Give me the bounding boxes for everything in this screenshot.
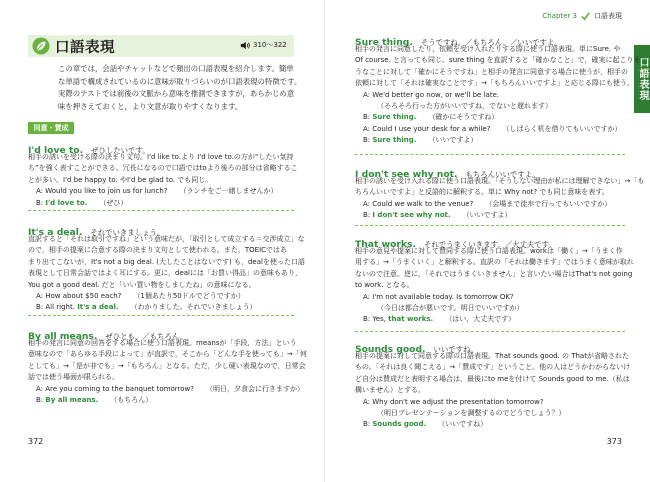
- entry-divider: [355, 331, 625, 333]
- example-translation: （明日プレゼンテーションを調整するのでどうでしょう？）: [377, 409, 566, 418]
- example-b: B: Sure thing. （いいですよ）: [363, 136, 478, 145]
- entry-body-line: 相手の発言に同意したり，依頼を受け入れたりする際に使う口語表現。単にSure. や: [355, 45, 621, 53]
- example-b: B: Sure thing. （確かにそうですね）: [363, 113, 499, 122]
- entry-body-line: 相手の提案に対して同意する際の口語表現。That sounds good. の Thatが省略された: [355, 352, 629, 360]
- example-b: B: All right. It's a deal. （わかりました。それでいきましょう）: [36, 303, 257, 312]
- example-b: B: I'd love to. （ぜひ）: [36, 198, 128, 207]
- chapter-title: 口語表現: [594, 12, 622, 20]
- entry-body-line: 話では使う場面が限られる。: [28, 373, 119, 382]
- entry-divider: [355, 225, 625, 227]
- speaker-icon: [240, 41, 250, 50]
- intro-line: この章では，会話やチャットなどで頻出の口語表現を紹介します。簡単: [58, 64, 294, 73]
- entry-body-line: 相手の誘いを受け入れる際に使う口語表現。「そうしない理由が私には理解できない」→「も: [355, 177, 645, 185]
- entry-body-line: ちろんいいですよ」と反語的に解釈する。単に Why not? でも同じ意味を表す。: [355, 188, 609, 197]
- chapter-number: Chapter 3: [542, 12, 577, 20]
- example-a: A: We'd better go now, or we'll be late.: [363, 90, 500, 99]
- entry-meaning: もちろんいいですよ。: [465, 170, 540, 179]
- entry-id-love-to: [28, 138, 298, 209]
- entry-term: I'd love to.: [28, 145, 84, 156]
- entry-term: Sounds good.: [355, 344, 426, 355]
- entry-body-line: 相手の意見や提案に対して賛同する際に使う口語表現。workは「働く」→「うまく作: [355, 247, 623, 255]
- entry-body-line: としても」→「是が非でも」→「もちろん」となる。ただ，少し硬い表現なので，日常会: [28, 361, 306, 370]
- side-tab: 口語表現: [634, 45, 650, 113]
- entry-body-line: ち”を強く表すことができる。冗長になるので口語ではtoより後ろの部分は省略するこ: [28, 164, 298, 173]
- entry-term: I don't see why not.: [355, 169, 458, 180]
- chapter-header: [542, 11, 622, 21]
- intro-paragraph: [58, 63, 302, 113]
- intro-line: 味を押さえておくと，より文意が取りやすくなります。: [58, 101, 243, 111]
- entry-divider: [355, 154, 625, 156]
- intro-line: な単語で構成されているのに意味が取りづらいのが口語表現の特徴です。: [58, 76, 302, 86]
- example-a: A: I'm not available today. Is tomorrow OK?: [363, 292, 514, 301]
- entry-body-line: ど自分は賛成だと表明する場合は，最後にto meを付けて Sounds good to me.（私は: [355, 374, 630, 383]
- entry-body-line: もの。「それは良く聞こえる」→「賛成です」ということ。他の人はどうかわからないけ: [355, 363, 631, 372]
- entry-body-line: You got a good deal. だと「いい買い物をしましたね」の意味になる。: [28, 280, 256, 289]
- entry-term: It's a deal.: [28, 227, 83, 238]
- entry-body-line: 直訳すると「それは取引ですね」という意味だが，「取引として成立する＝交渉成立」な: [28, 235, 305, 243]
- check-leaf-icon: [581, 12, 590, 21]
- entry-body-line: 構いません）とする。: [355, 386, 425, 395]
- example-a: A: How about $50 each? （1個あたり50ドルでどうですか）: [36, 292, 245, 301]
- entry-that-works: [355, 232, 634, 326]
- leaf-icon: [32, 37, 50, 55]
- entry-body-line: 依頼に対して「それは確実なことです」→「もちろんいいですよ」と応じる際にも使う。: [355, 79, 634, 88]
- example-b: B: I don't see why not. （いいですよ）: [363, 211, 512, 220]
- page-number: 372: [28, 437, 44, 446]
- entry-body-line: 相手の発言に同意の回答をする場合に使う口語表現。meansが「手段，方法」という: [28, 339, 297, 347]
- entry-body-line: ので，相手の提案に合意する際の決まり文句として使われる。また，TOEICではあ: [28, 246, 288, 255]
- entry-meaning: そうですね。／もちろん。／いいですよ。: [420, 38, 562, 47]
- example-b: B: Sounds good. （いいですね）: [363, 420, 488, 429]
- entry-meaning: それでいきましょう。: [90, 228, 165, 237]
- entry-body-line: 用する」→「うまくいく」と解釈する。直訳の「それは働きます」ではうまく意味が取れ: [355, 258, 634, 267]
- entry-term: Sure thing.: [355, 37, 413, 48]
- entry-meaning: それでうまくいきます。／大丈夫です。: [424, 240, 556, 249]
- example-b: B: Yes, that works. （はい，大丈夫です）: [363, 315, 516, 324]
- entry-term: That works.: [355, 239, 416, 250]
- audio-range-text: 310～322: [253, 41, 287, 49]
- entry-body-line: 表現として日常会話ではよく耳にする。更に，dealには「お買い得品」の意味もあり，: [28, 269, 302, 278]
- entry-body-line: Of course. と言っても同じ。sure thing を直訳すると「確かなこと」で，確実に起こりそ: [355, 56, 641, 65]
- entry-divider: [28, 210, 294, 212]
- entry-i-dont-see-why-not: [355, 162, 644, 222]
- entry-body-line: ないので注意。逆に，「それではうまくいきません」と言いたい場合はThat's not going: [355, 269, 633, 278]
- chapter-title-bar: [28, 35, 294, 57]
- example-b: B: By all means. （もちろん）: [36, 396, 153, 405]
- audio-track-range[interactable]: [240, 40, 287, 50]
- example-a: A: Are you coming to the banquet tomorrow? （明日，夕食会に行きますか）: [36, 384, 305, 393]
- entry-term: By all means.: [28, 331, 98, 342]
- entry-by-all-means: [28, 324, 307, 406]
- example-a: A: Would you like to join us for lunch? （ランチをご一緒しませんか）: [36, 187, 278, 196]
- entry-meaning: ぜひとも。／もちろん。: [105, 332, 188, 341]
- entry-sounds-good: [355, 337, 630, 431]
- example-a: A: Why don't we adjust the presentation tomorrow?: [363, 397, 544, 406]
- page-title: 口語表現: [55, 40, 115, 56]
- example-translation: （今日は都合が悪いです。明日でいいですか）: [377, 304, 524, 313]
- page-number: 373: [606, 437, 622, 446]
- example-a: A: Could I use your desk for a while? （しばらく机を借りてもいいですか）: [363, 124, 622, 133]
- entry-body-line: 相手の誘いを受ける際の決まり文句。I'd like to.より I'd love to.の方が“したい気持: [28, 153, 294, 161]
- entry-body-line: とが多い。I'd be happy to. やI'd be glad to. でも同じ。: [28, 175, 213, 184]
- entry-body-line: まり出てこないが，It's not a big deal. (大したことはないです) も，dealを使った口語: [28, 257, 305, 266]
- section-label: 同意・賛成: [28, 122, 74, 134]
- entry-sure-thing: [355, 30, 640, 147]
- entry-body-line: 意味なので「あらゆる手段によって」が直訳で，そこから「どんな手を使っても」→「何: [28, 350, 307, 359]
- intro-line: 実際のテストでは前後の文脈から意味を推測できますが，あらかじめ意: [58, 89, 295, 99]
- example-translation: （そろそろ行った方がいいですね，でないと遅れます）: [377, 102, 552, 111]
- entry-divider: [28, 315, 294, 317]
- entry-meaning: ぜひしたいです。: [91, 146, 150, 155]
- entry-meaning: いいですね。: [433, 345, 478, 354]
- example-a: A: Could we walk to the venue? （会場まで徒歩で行ってもいいですか）: [363, 199, 612, 208]
- entry-body-line: うなことに対して「確かにそうですね」と相手の発言に同意する場合に使うが，相手の: [355, 67, 628, 76]
- entry-body-line: to work. となる。: [355, 281, 414, 290]
- right-page: [325, 0, 650, 482]
- entry-its-a-deal: [28, 220, 305, 314]
